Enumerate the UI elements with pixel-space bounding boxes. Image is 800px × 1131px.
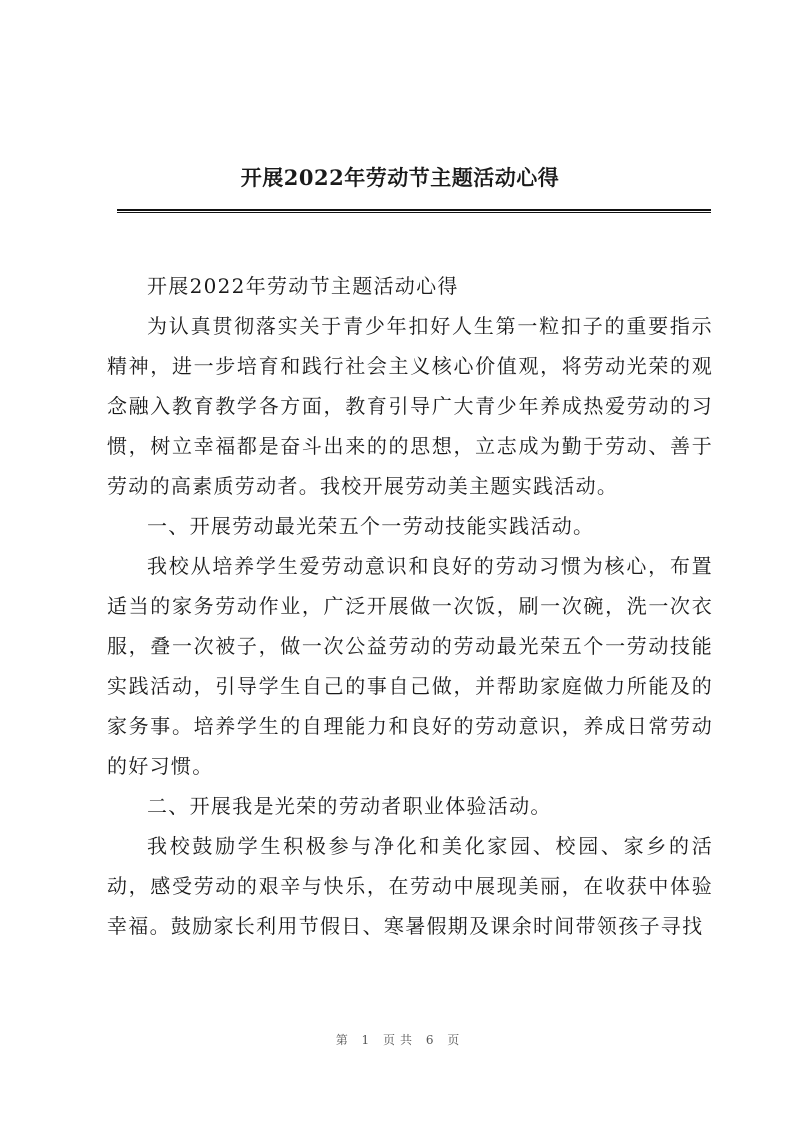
section-two-paragraph: 我校鼓励学生积极参与净化和美化家园、校园、家乡的活动，感受劳动的艰辛与快乐，在劳动中展现美丽，在收获中体验幸福。鼓励家长利用节假日、寒暑假期及课余时间带领孩子寻找 <box>107 834 713 938</box>
document-body <box>107 266 713 946</box>
intro-paragraph: 为认真贯彻落实关于青少年扣好人生第一粒扣子的重要指示精神，进一步培育和践行社会主义核心价值观，将劳动光荣的观念融入教育教学各方面，教育引导广大青少年养成热爱劳动的习惯，树立幸福都是奋斗出来的的思想，立志成为勤于劳动、善于劳动的高素质劳动者。我校开展劳动美主题实践活动。 <box>107 314 713 498</box>
section-two-heading: 二、开展我是光荣的劳动者职业体验活动。 <box>147 794 552 818</box>
body-heading-paragraph: 开展2022年劳动节主题活动心得 <box>147 274 459 298</box>
section-one-heading: 一、开展劳动最光荣五个一劳动技能实践活动。 <box>147 514 595 538</box>
document-title: 开展2022年劳动节主题活动心得 <box>240 165 560 190</box>
title-divider <box>117 209 711 213</box>
page-number-footer: 第 1 页共 6 页 <box>335 1033 465 1047</box>
section-one-paragraph: 我校从培养学生爱劳动意识和良好的劳动习惯为核心，布置适当的家务劳动作业，广泛开展做一次饭，刷一次碗，洗一次衣服，叠一次被子，做一次公益劳动的劳动最光荣五个一劳动技能实践活动，引导学生自己的事自己做，并帮助家庭做力所能及的家务事。培养学生的自理能力和良好的劳动意识，养成日常劳动的好习惯。 <box>107 554 713 778</box>
